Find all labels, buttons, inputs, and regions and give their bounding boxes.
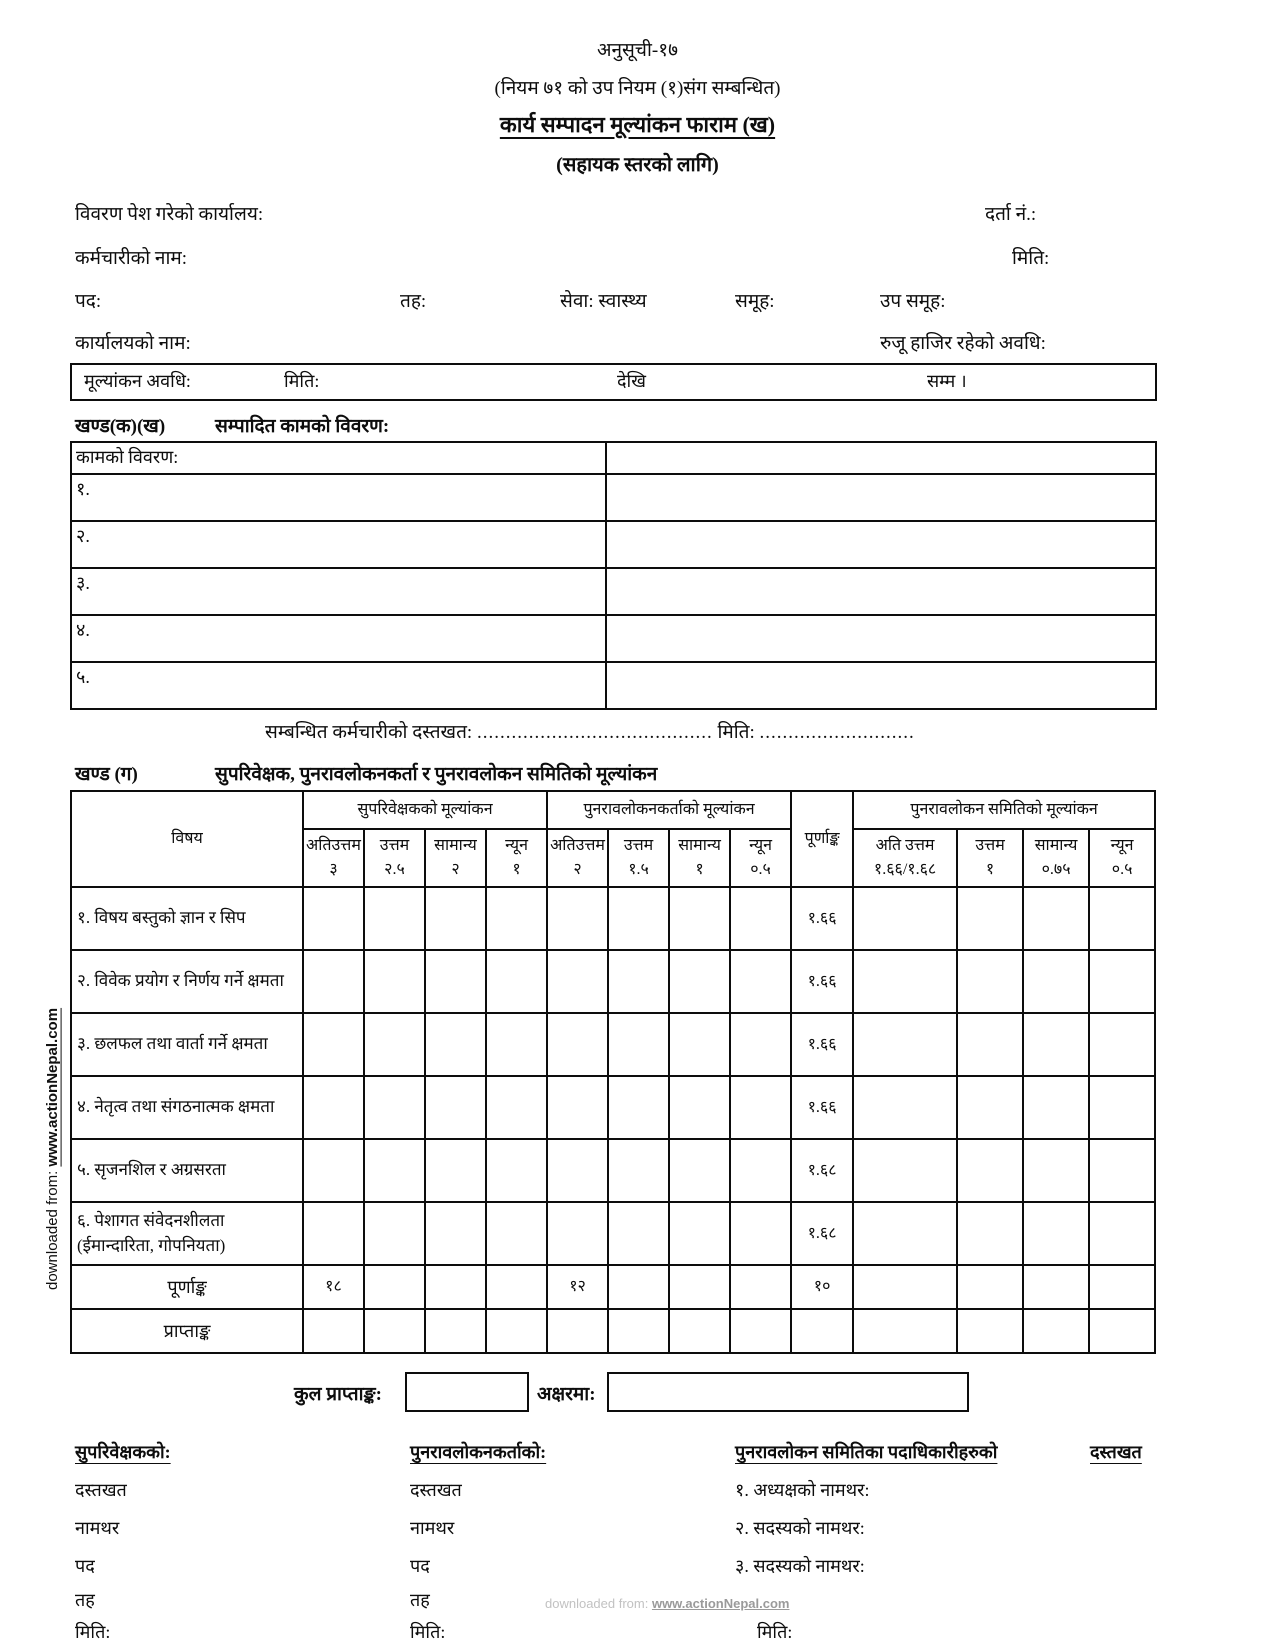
rating-cell[interactable] — [364, 1309, 425, 1353]
subgroup-label: उप समूह: — [880, 291, 946, 312]
date-dotted-line[interactable]: ........................... — [759, 722, 915, 743]
full-marks-value: १.६८ — [791, 1202, 853, 1265]
rating-cell[interactable] — [730, 1013, 791, 1076]
in-words-label: अक्षरमा: — [537, 1384, 596, 1405]
rating-cell[interactable] — [303, 887, 364, 950]
rating-cell[interactable] — [669, 950, 730, 1013]
reviewer-level-label: तह — [410, 1590, 430, 1610]
full-marks-value: १.६६ — [791, 887, 853, 950]
rating-header: सामान्य २ — [425, 829, 486, 887]
subject-label: ५. सृजनशिल र अग्रसरता — [71, 1139, 303, 1202]
rating-cell[interactable] — [1023, 1013, 1089, 1076]
subject-label: ४. नेतृत्व तथा संगठनात्मक क्षमता — [71, 1076, 303, 1139]
supervisor-group-header: सुपरिवेक्षकको मूल्यांकन — [303, 791, 547, 829]
rule-reference: (नियम ७१ को उप नियम (१)संग सम्बन्धित) — [494, 78, 781, 99]
detail-cell[interactable] — [606, 474, 1156, 521]
supervisor-post-label: पद — [75, 1556, 95, 1576]
rating-cell[interactable] — [425, 887, 486, 950]
rating-cell[interactable] — [486, 887, 547, 950]
supervisor-name-label: नामथर — [75, 1518, 120, 1538]
rating-cell[interactable] — [1089, 887, 1155, 950]
rating-cell[interactable] — [669, 1202, 730, 1265]
registration-no-label: दर्ता नं.: — [985, 204, 1037, 225]
rating-cell[interactable] — [303, 1139, 364, 1202]
reviewer-signature-label: दस्तखत — [410, 1480, 462, 1500]
rating-cell[interactable] — [425, 1076, 486, 1139]
rating-cell[interactable] — [957, 1309, 1023, 1353]
rating-cell[interactable] — [730, 1076, 791, 1139]
rating-cell[interactable] — [425, 1139, 486, 1202]
attendance-period-label: रुजू हाजिर रहेको अवधि: — [880, 333, 1046, 354]
rating-cell[interactable] — [853, 1309, 957, 1353]
rating-cell[interactable] — [1089, 1139, 1155, 1202]
rating-cell[interactable] — [1023, 950, 1089, 1013]
evaluation-table — [70, 790, 1156, 1354]
full-marks-value: १.६८ — [791, 1139, 853, 1202]
full-marks-value: १.६६ — [791, 1013, 853, 1076]
rating-header: न्यून ०.५ — [1089, 829, 1155, 887]
reviewer-name-label: नामथर — [410, 1518, 455, 1538]
reviewer-total-value: १२ — [547, 1265, 608, 1309]
office-name-label: कार्यालयको नाम: — [75, 333, 191, 354]
rating-cell[interactable] — [547, 1202, 608, 1265]
rating-cell[interactable] — [547, 1013, 608, 1076]
period-date-label: मिति: — [284, 371, 320, 391]
rating-cell[interactable] — [669, 1139, 730, 1202]
rating-cell[interactable] — [547, 887, 608, 950]
rating-cell[interactable] — [1089, 1265, 1155, 1309]
rating-cell[interactable] — [486, 950, 547, 1013]
rating-cell[interactable] — [303, 1309, 364, 1353]
rating-cell[interactable] — [547, 1139, 608, 1202]
rating-cell[interactable] — [1023, 1139, 1089, 1202]
rating-cell[interactable] — [853, 1139, 957, 1202]
rating-cell[interactable] — [425, 1309, 486, 1353]
detail-cell[interactable] — [606, 521, 1156, 568]
office-submitted-label: विवरण पेश गरेको कार्यालय: — [75, 204, 264, 225]
rating-cell[interactable] — [608, 1202, 669, 1265]
rating-cell[interactable] — [957, 950, 1023, 1013]
row-number[interactable]: ३. — [71, 568, 606, 615]
supervisor-total-value: १८ — [303, 1265, 364, 1309]
rating-cell[interactable] — [608, 1309, 669, 1353]
signature-date-label: मिति: — [717, 722, 755, 743]
full-marks-value: १.६६ — [791, 950, 853, 1013]
rating-cell[interactable] — [730, 1139, 791, 1202]
evaluation-period-box[interactable] — [70, 363, 1157, 401]
rating-cell[interactable] — [791, 1309, 853, 1353]
section-ga-heading: खण्ड (ग) — [75, 764, 138, 785]
rating-cell[interactable] — [957, 887, 1023, 950]
rating-cell[interactable] — [364, 1139, 425, 1202]
bottom-watermark: downloaded from: www.actionNepal.com — [545, 1596, 790, 1611]
rating-cell[interactable] — [957, 1202, 1023, 1265]
section-ga-subheading: सुपरिवेक्षक, पुनरावलोकनकर्ता र पुनरावलोकन समितिको मूल्यांकन — [215, 764, 658, 785]
rating-cell[interactable] — [608, 1139, 669, 1202]
rating-cell[interactable] — [669, 1076, 730, 1139]
rating-cell[interactable] — [1089, 1013, 1155, 1076]
rating-cell[interactable] — [669, 1265, 730, 1309]
committee-member2-name-label: ३. सदस्यको नामथर: — [735, 1556, 865, 1576]
subject-label: ६. पेशागत संवेदनशीलता (ईमान्दारिता, गोपनियता) — [71, 1202, 303, 1265]
rating-header: न्यून १ — [486, 829, 547, 887]
supervisor-date-label: मिति: — [75, 1622, 111, 1642]
employee-name-label: कर्मचारीको नाम: — [75, 248, 188, 269]
rating-cell[interactable] — [303, 1076, 364, 1139]
reviewer-date-label: मिति: — [410, 1622, 446, 1642]
watermark-url: www.actionNepal.com — [651, 1596, 790, 1611]
rating-cell[interactable] — [608, 1265, 669, 1309]
rating-cell[interactable] — [957, 1139, 1023, 1202]
rating-header: उत्तम १ — [957, 829, 1023, 887]
rating-header: सामान्य ०.७५ — [1023, 829, 1089, 887]
rating-cell[interactable] — [486, 1265, 547, 1309]
supervisor-footer-heading: सुपरिवेक्षकको: — [75, 1442, 171, 1462]
rating-header: अतिउत्तम २ — [547, 829, 608, 887]
full-marks-column-header: पूर्णाङ्क — [791, 791, 853, 887]
rating-cell[interactable] — [669, 1013, 730, 1076]
rating-cell[interactable] — [486, 1076, 547, 1139]
total-score-box[interactable] — [405, 1372, 529, 1412]
committee-date-label: मिति: — [757, 1622, 793, 1642]
post-label: पद: — [75, 291, 102, 312]
rating-header: उत्तम १.५ — [608, 829, 669, 887]
full-marks-row-label: पूर्णाङ्क — [71, 1265, 303, 1309]
subject-column-header: विषय — [71, 791, 303, 887]
rating-cell[interactable] — [303, 1202, 364, 1265]
section-ka-subheading: सम्पादित कामको विवरण: — [215, 416, 390, 437]
service-label: सेवा: स्वास्थ्य — [560, 291, 647, 312]
rating-cell[interactable] — [1023, 1309, 1089, 1353]
rating-cell[interactable] — [853, 1013, 957, 1076]
committee-group-header: पुनरावलोकन समितिको मूल्यांकन — [853, 791, 1155, 829]
rating-cell[interactable] — [730, 1202, 791, 1265]
signature-dotted-line[interactable]: ......................................... — [476, 722, 713, 743]
rating-cell[interactable] — [608, 950, 669, 1013]
rating-cell[interactable] — [957, 1265, 1023, 1309]
rating-header: उत्तम २.५ — [364, 829, 425, 887]
full-marks-value: १.६६ — [791, 1076, 853, 1139]
rating-header: अति उत्तम १.६६/१.६८ — [853, 829, 957, 887]
rating-header: न्यून ०.५ — [730, 829, 791, 887]
obtained-marks-row-label: प्राप्ताङ्क — [71, 1309, 303, 1353]
reviewer-group-header: पुनरावलोकनकर्ताको मूल्यांकन — [547, 791, 791, 829]
rating-header: अतिउत्तम ३ — [303, 829, 364, 887]
level-label: तह: — [400, 291, 427, 312]
rating-cell[interactable] — [730, 887, 791, 950]
detail-cell[interactable] — [606, 442, 1156, 474]
group-label: समूह: — [735, 291, 775, 312]
rating-cell[interactable] — [853, 950, 957, 1013]
subject-label: ३. छलफल तथा वार्ता गर्ने क्षमता — [71, 1013, 303, 1076]
detail-cell[interactable] — [606, 615, 1156, 662]
reviewer-footer-heading: पुनरावलोकनकर्ताको: — [410, 1442, 547, 1462]
rating-cell[interactable] — [425, 950, 486, 1013]
rating-cell[interactable] — [1089, 950, 1155, 1013]
rating-cell[interactable] — [364, 1202, 425, 1265]
rating-cell[interactable] — [853, 1076, 957, 1139]
employee-signature-label: सम्बन्धित कर्मचारीको दस्तखत: — [265, 722, 473, 743]
rating-cell[interactable] — [1089, 1076, 1155, 1139]
rating-cell[interactable] — [1089, 1309, 1155, 1353]
rating-cell[interactable] — [957, 1013, 1023, 1076]
subject-label: २. विवेक प्रयोग र निर्णय गर्ने क्षमता — [71, 950, 303, 1013]
rating-cell[interactable] — [608, 887, 669, 950]
rating-cell[interactable] — [669, 887, 730, 950]
rating-cell[interactable] — [364, 1265, 425, 1309]
rating-cell[interactable] — [364, 1013, 425, 1076]
rating-cell[interactable] — [1023, 1265, 1089, 1309]
work-description-table — [70, 441, 1157, 710]
rating-cell[interactable] — [486, 1202, 547, 1265]
form-subtitle: (सहायक स्तरको लागि) — [556, 154, 719, 176]
evaluation-period-label: मूल्यांकन अवधि: — [84, 371, 191, 391]
rating-cell[interactable] — [730, 1309, 791, 1353]
rating-cell[interactable] — [853, 887, 957, 950]
rating-cell[interactable] — [1023, 1076, 1089, 1139]
left-watermark: downloaded from: www.actionNepal.com — [44, 1007, 61, 1290]
rating-cell[interactable] — [1023, 887, 1089, 950]
in-words-box[interactable] — [607, 1372, 969, 1412]
row-number[interactable]: १. — [71, 474, 606, 521]
annex-label: अनुसूची-१७ — [597, 40, 678, 61]
detail-cell[interactable] — [606, 662, 1156, 709]
row-number[interactable]: २. — [71, 521, 606, 568]
rating-cell[interactable] — [608, 1013, 669, 1076]
subject-label: १. विषय बस्तुको ज्ञान र सिप — [71, 887, 303, 950]
committee-member1-name-label: २. सदस्यको नामथर: — [735, 1518, 865, 1538]
rating-cell[interactable] — [730, 1265, 791, 1309]
full-marks-total-value: १० — [791, 1265, 853, 1309]
rating-cell[interactable] — [669, 1309, 730, 1353]
watermark-url: www.actionNepal.com — [44, 1007, 61, 1167]
period-to-label: सम्म । — [927, 371, 967, 391]
rating-cell[interactable] — [1089, 1202, 1155, 1265]
work-description-header: कामको विवरण: — [71, 442, 606, 474]
supervisor-signature-label: दस्तखत — [75, 1480, 127, 1500]
employee-signature-line — [265, 718, 915, 744]
rating-cell[interactable] — [364, 950, 425, 1013]
total-score-label: कुल प्राप्ताङ्क: — [294, 1384, 382, 1405]
date-label: मिति: — [1012, 248, 1050, 269]
rating-cell[interactable] — [853, 1202, 957, 1265]
rating-cell[interactable] — [364, 1076, 425, 1139]
rating-cell[interactable] — [425, 1202, 486, 1265]
rating-cell[interactable] — [957, 1076, 1023, 1139]
rating-cell[interactable] — [486, 1139, 547, 1202]
committee-signature-heading: दस्तखत — [1090, 1442, 1142, 1462]
rating-cell[interactable] — [425, 1013, 486, 1076]
rating-cell[interactable] — [730, 950, 791, 1013]
supervisor-level-label: तह — [75, 1590, 95, 1610]
rating-cell[interactable] — [425, 1265, 486, 1309]
committee-footer-heading: पुनरावलोकन समितिका पदाधिकारीहरुको — [735, 1442, 998, 1462]
row-number[interactable]: ४. — [71, 615, 606, 662]
form-title: कार्य सम्पादन मूल्यांकन फाराम (ख) — [499, 112, 776, 137]
rating-cell[interactable] — [1023, 1202, 1089, 1265]
rating-cell[interactable] — [608, 1076, 669, 1139]
reviewer-post-label: पद — [410, 1556, 430, 1576]
section-ka-heading: खण्ड(क)(ख) — [75, 416, 166, 437]
rating-cell[interactable] — [303, 950, 364, 1013]
rating-cell[interactable] — [486, 1013, 547, 1076]
row-number[interactable]: ५. — [71, 662, 606, 709]
rating-cell[interactable] — [853, 1265, 957, 1309]
rating-header: सामान्य १ — [669, 829, 730, 887]
rating-cell[interactable] — [547, 1076, 608, 1139]
committee-chairman-name-label: १. अध्यक्षको नामथर: — [735, 1480, 870, 1500]
period-from-label: देखि — [617, 371, 646, 391]
rating-cell[interactable] — [547, 950, 608, 1013]
rating-cell[interactable] — [547, 1309, 608, 1353]
detail-cell[interactable] — [606, 568, 1156, 615]
rating-cell[interactable] — [364, 887, 425, 950]
rating-cell[interactable] — [303, 1013, 364, 1076]
rating-cell[interactable] — [486, 1309, 547, 1353]
